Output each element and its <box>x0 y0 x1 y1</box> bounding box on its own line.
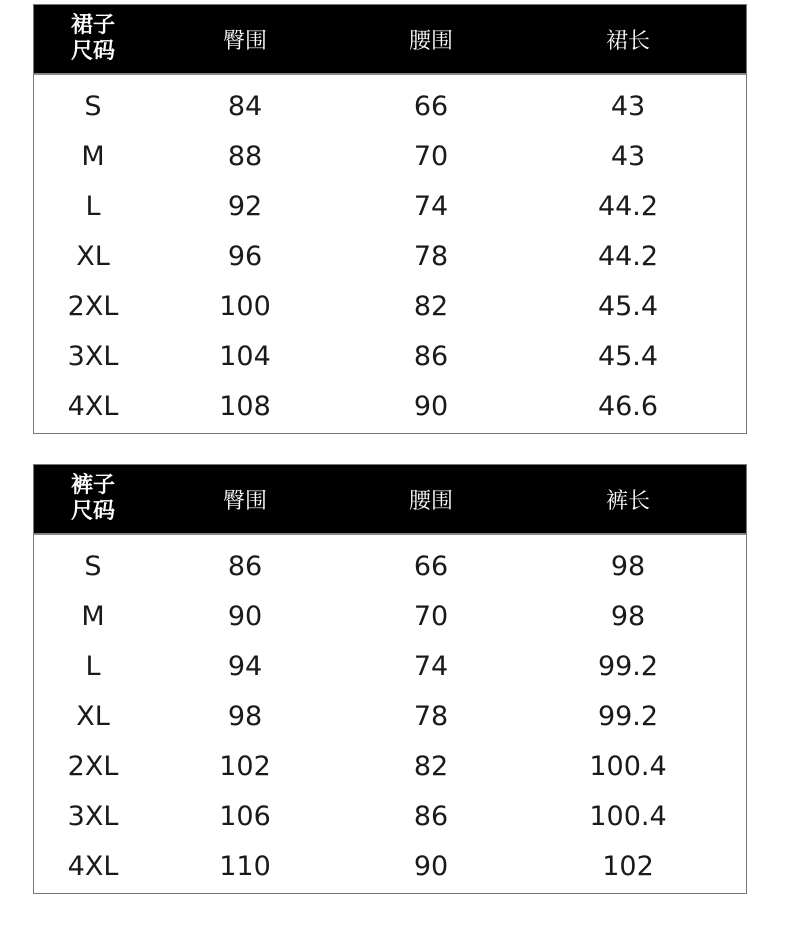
table-body <box>34 81 746 431</box>
cell-hip: 94 <box>227 650 263 682</box>
cell-waist: 74 <box>413 190 449 222</box>
cell-length: 99.2 <box>597 650 659 682</box>
cell-size: XL <box>76 700 110 732</box>
column-header-hip: 臀围 <box>222 28 267 54</box>
column-header-length: 裤长 <box>605 488 650 514</box>
cell-length: 98 <box>610 600 646 632</box>
cell-length: 44.2 <box>597 190 659 222</box>
cell-hip: 108 <box>219 390 271 422</box>
column-header-hip: 臀围 <box>222 488 267 514</box>
table-row <box>34 591 746 641</box>
cell-hip: 96 <box>227 240 263 272</box>
cell-hip: 98 <box>227 700 263 732</box>
size-header-line2: 尺码 <box>70 39 115 64</box>
cell-waist: 70 <box>413 600 449 632</box>
cell-size: L <box>85 650 101 682</box>
cell-length: 43 <box>610 140 646 172</box>
cell-waist: 82 <box>413 750 449 782</box>
cell-hip: 110 <box>219 850 271 882</box>
cell-waist: 82 <box>413 290 449 322</box>
size-header-line1: 裤子 <box>70 473 115 498</box>
cell-size: 3XL <box>67 800 119 832</box>
cell-waist: 74 <box>413 650 449 682</box>
size-column-header <box>34 465 152 533</box>
table-row <box>34 641 746 691</box>
cell-waist: 66 <box>413 90 449 122</box>
cell-size: 3XL <box>67 340 119 372</box>
table-row <box>34 541 746 591</box>
size-header-line1: 裙子 <box>70 13 115 38</box>
cell-hip: 100 <box>219 290 271 322</box>
cell-waist: 78 <box>413 700 449 732</box>
column-header-waist: 腰围 <box>408 28 453 54</box>
cell-size: XL <box>76 240 110 272</box>
table-row <box>34 81 746 131</box>
column-header-length: 裙长 <box>605 28 650 54</box>
cell-size: 2XL <box>67 750 119 782</box>
table-row <box>34 131 746 181</box>
cell-length: 45.4 <box>597 290 659 322</box>
cell-waist: 78 <box>413 240 449 272</box>
column-header-waist: 腰围 <box>408 488 453 514</box>
cell-length: 98 <box>610 550 646 582</box>
table-body <box>34 541 746 891</box>
cell-waist: 86 <box>413 340 449 372</box>
cell-size: S <box>84 90 102 122</box>
cell-hip: 102 <box>219 750 271 782</box>
cell-size: 2XL <box>67 290 119 322</box>
pants-size-table <box>33 464 747 894</box>
cell-length: 46.6 <box>597 390 659 422</box>
cell-hip: 84 <box>227 90 263 122</box>
cell-length: 43 <box>610 90 646 122</box>
cell-waist: 86 <box>413 800 449 832</box>
cell-size: S <box>84 550 102 582</box>
table-row <box>34 691 746 741</box>
cell-hip: 92 <box>227 190 263 222</box>
cell-hip: 104 <box>219 340 271 372</box>
cell-hip: 86 <box>227 550 263 582</box>
table-header <box>34 5 746 75</box>
table-header <box>34 465 746 535</box>
size-header-line2: 尺码 <box>70 499 115 524</box>
cell-waist: 90 <box>413 390 449 422</box>
cell-hip: 88 <box>227 140 263 172</box>
table-row <box>34 181 746 231</box>
cell-waist: 66 <box>413 550 449 582</box>
cell-length: 100.4 <box>589 800 667 832</box>
cell-size: 4XL <box>67 850 119 882</box>
cell-length: 44.2 <box>597 240 659 272</box>
cell-waist: 70 <box>413 140 449 172</box>
cell-waist: 90 <box>413 850 449 882</box>
table-row <box>34 381 746 431</box>
cell-length: 45.4 <box>597 340 659 372</box>
cell-length: 99.2 <box>597 700 659 732</box>
table-row <box>34 231 746 281</box>
table-row <box>34 791 746 841</box>
cell-length: 102 <box>602 850 654 882</box>
cell-size: 4XL <box>67 390 119 422</box>
size-column-header <box>34 5 152 73</box>
cell-length: 100.4 <box>589 750 667 782</box>
cell-size: M <box>81 140 105 172</box>
cell-size: M <box>81 600 105 632</box>
table-row <box>34 331 746 381</box>
skirt-size-table <box>33 4 747 434</box>
cell-hip: 90 <box>227 600 263 632</box>
table-row <box>34 281 746 331</box>
table-row <box>34 841 746 891</box>
cell-size: L <box>85 190 101 222</box>
table-row <box>34 741 746 791</box>
cell-hip: 106 <box>219 800 271 832</box>
